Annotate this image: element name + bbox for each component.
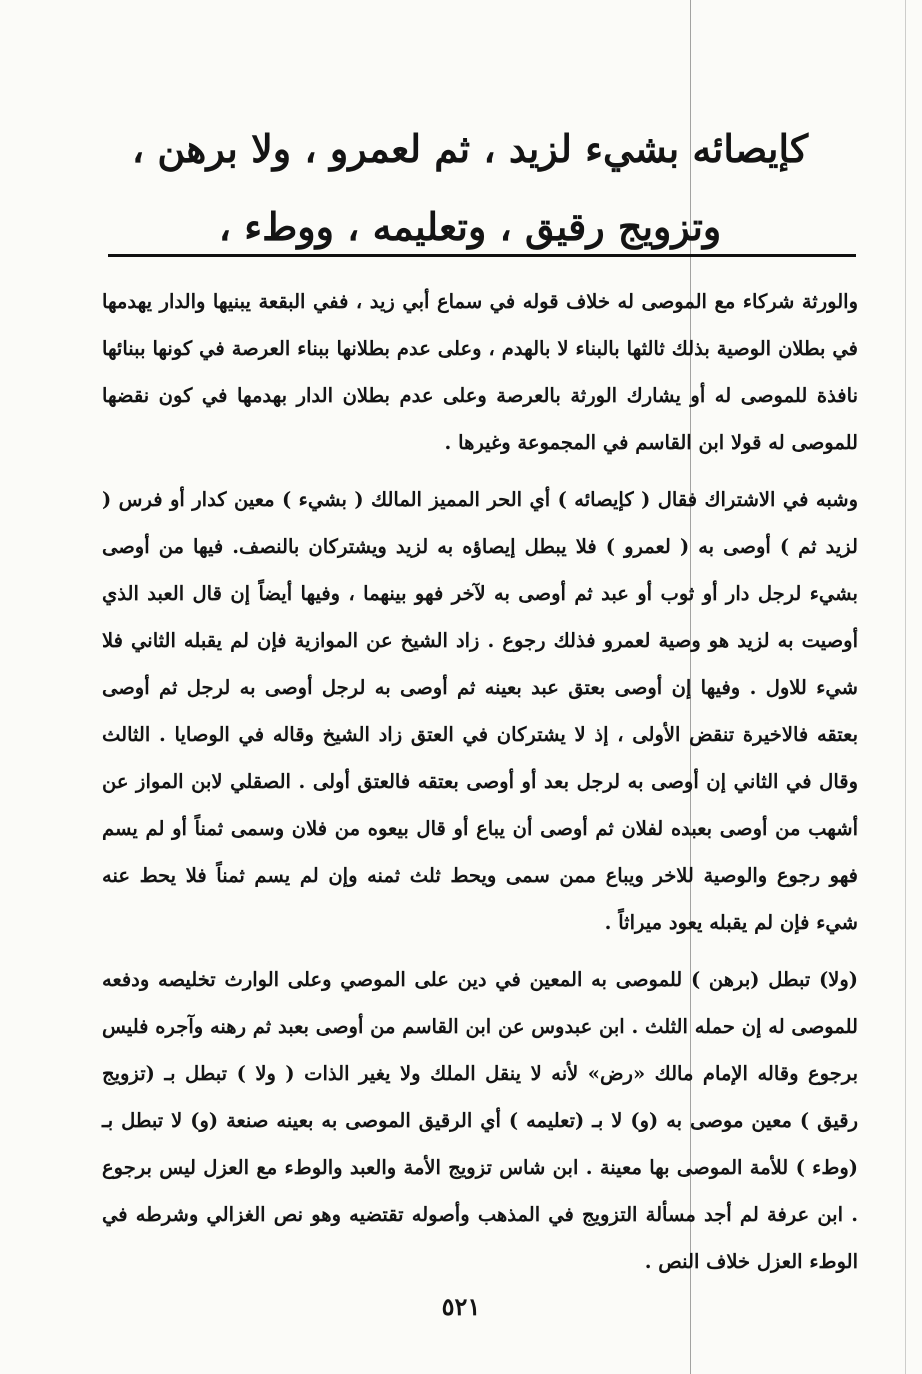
- paragraph-3: (ولا) تبطل (برهن ) للموصى به المعين في دين على الموصي وعلى الوارث تخليصه ودفعه للموصى له إن حمله الثلث . ابن عبدوس عن ابن القاسم من أوصى بعبد ثم رهنه وآجره فليس برجوع وقاله الإمام مالك «رض» لأنه لا ينقل الملك ولا يغير الذات ( ولا ) تبطل بـ (تزويج رقيق ) معين موصى به (و) لا بـ (تعليمه ) أي الرقيق الموصى به بعينه صنعة (و) لا تبطل بـ (وطء ) للأمة الموصى بها معينة . ابن شاس تزويج الأمة والعبد والوطء مع العزل ليس برجوع . ابن عرفة لم أجد مسألة التزويج في المذهب وأصوله تقتضيه وهو نص الغزالي وشرطه في الوطء العزل خلاف النص .: [101, 968, 858, 1273]
- page-number: ٥٢١: [441, 1292, 481, 1321]
- header-rule: [108, 254, 856, 257]
- paragraph-2: وشبه في الاشتراك فقال ( كإيصائه ) أي الحر المميز المالك ( بشيء ) معين كدار أو فرس ( لزيد ثم ) أوصى به ( لعمرو ) فلا يبطل إيصاؤه به لزيد ويشتركان بالنصف. فيها من أوصى بشيء لرجل دار أو ثوب أو عبد ثم أوصى به لآخر فهو بينهما ، وفيها أيضاً إن قال العبد الذي أوصيت به لزيد هو وصية لعمرو فذلك رجوع . زاد الشيخ عن الموازية فإن لم يقبله الثاني فلا شيء للاول . وفيها إن أوصى بعتق عبد بعينه ثم أوصى به لرجل أوصى به لرجل ثم أوصى بعتقه فالاخيرة تنقض الأولى ، إذ لا يشتركان في العتق زاد الشيخ وقاله في الوصايا . الثالث وقال في الثاني إن أوصى به لرجل بعد أو أوصى بعتقه فالعتق أولى . الصقلي لابن المواز عن أشهب من أوصى بعبده لفلان ثم أوصى أن يباع أو قال بيعوه من فلان وسمى ثمناً أو لم يسم فهو رجوع والوصية للاخر ويباع ممن سمى ويحط ثلث ثمنه وإن لم يسم ثمناً فلا يحط عنه شيء فإن لم يقبله يعود ميراثاً .: [102, 488, 858, 934]
- body-text: [102, 278, 858, 1295]
- section-header: كإيصائه بشيء لزيد ، ثم لعمرو ، ولا برهن ، وتزويج رقيق ، وتعليمه ، ووطء ،: [131, 126, 809, 249]
- scan-edge-line: [905, 0, 906, 1374]
- paragraph-1: والورثة شركاء مع الموصى له خلاف قوله في سماع أبي زيد ، ففي البقعة يبنيها والدار يهدمها في بطلان الوصية بذلك ثالثها بالبناء لا بالهدم ، وعلى عدم بطلانها ببناء العرصة في كونها ببنائها نافذة للموصى له أو يشارك الورثة بالعرصة وعلى عدم بطلان الدار بهدمها في كون نقضها للموصى له قولا ابن القاسم في المجموعة وغيرها .: [102, 290, 858, 454]
